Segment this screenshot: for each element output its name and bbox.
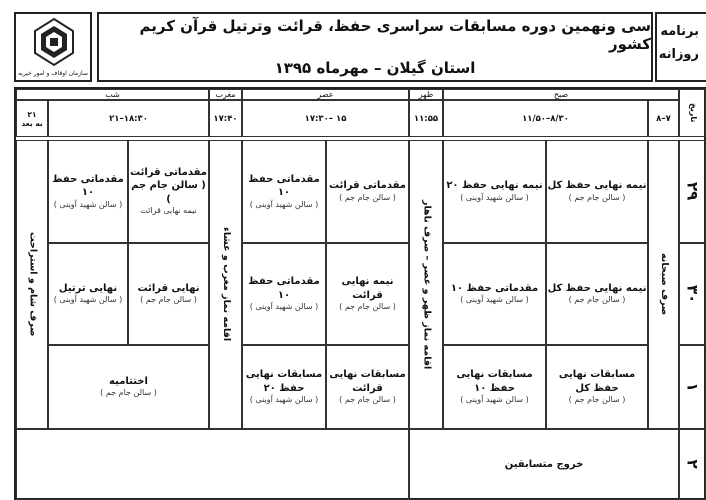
event-title: اختتامیه: [109, 375, 148, 387]
side-title-line-2: روزانه: [658, 47, 699, 62]
day-cell-2: [679, 243, 706, 345]
event-title: مقدماتی حفظ ۱۰: [248, 173, 320, 199]
slot-r2-night-b: [48, 243, 128, 345]
breakfast-label: صرف صبحانه: [658, 253, 670, 316]
day-cell-4: [679, 429, 706, 500]
time-late-night-hour: ۲۱: [27, 109, 37, 119]
title-box: [97, 12, 653, 82]
col-header-maghrib: مغرب: [209, 89, 242, 100]
day-label: ۳۰: [683, 284, 702, 304]
logo-caption: سازمان اوقاف و امور خیریه: [18, 70, 88, 77]
slot-r4-empty: [16, 429, 409, 500]
col-header-date: [679, 89, 706, 137]
col-header-morning: صبح: [443, 89, 679, 100]
event-venue: ( سالن جام جم ): [339, 302, 396, 312]
day-cell-3: [679, 345, 706, 429]
slot-r1-night-b: [48, 140, 128, 243]
event-venue: ( سالن جام جم ): [568, 192, 626, 202]
date-label: تاریخ: [688, 103, 698, 123]
time-noon: ۱۱:۵۵: [409, 100, 443, 137]
event-title: مسابقات نهایی قرائت: [329, 369, 406, 394]
breakfast-cell: [648, 140, 679, 429]
noon-prayer-cell: [409, 140, 443, 429]
slot-r1-afternoon-a: [326, 140, 409, 243]
event-title: مسابقات نهایی حفظ ۱۰: [456, 369, 533, 394]
slot-r1-morning-a: [546, 140, 648, 243]
col-header-night: شب: [16, 89, 209, 100]
time-maghrib: ۱۷:۴۰: [209, 100, 242, 137]
event-title: مقدماتی حفظ ۱۰: [450, 282, 539, 294]
slot-r2-afternoon-b: [242, 243, 326, 345]
dinner-label: صرف شام و استراحت: [27, 232, 39, 337]
day-label: ۲: [683, 459, 702, 470]
waqf-logo-icon: [17, 16, 91, 68]
title-line-1: سی ونهمین دوره مسابقات سراسری حفظ، قرائت وترتیل قرآن کریم کشور: [139, 17, 651, 53]
slot-r2-morning-a: [546, 243, 648, 345]
side-title-box: [655, 12, 706, 82]
event-title: نهایی قرائت: [137, 282, 200, 294]
event-venue: ( سالن جام جم ): [140, 295, 197, 305]
event-venue: ( سالن جام جم ): [339, 395, 396, 405]
event-title: مقدماتی قرائت: [130, 166, 208, 178]
maghrib-prayer-cell: [209, 140, 242, 429]
col-header-noon: ظهر: [409, 89, 443, 100]
event-title: مقدماتی حفظ ۱۰: [248, 276, 320, 301]
event-venue: ( سالن جام جم ): [568, 295, 626, 305]
time-breakfast: ۷–۸: [648, 100, 679, 137]
event-title: مقدماتی حفظ ۱۰: [52, 173, 124, 199]
event-venue: ( سالن شهید آوینی ): [460, 192, 529, 202]
col-header-afternoon: عصر: [242, 89, 409, 100]
slot-r3-morning-b: [443, 345, 546, 429]
event-venue: ( سالن شهید آوینی ): [53, 295, 123, 305]
slot-r2-afternoon-a: [326, 243, 409, 345]
slot-r1-morning-b: [443, 140, 546, 243]
event-venue: ( سالن شهید آوینی ): [249, 395, 319, 405]
slot-r3-night: [48, 345, 209, 429]
event-title: مسابقات نهایی حفظ کل: [558, 369, 636, 394]
event-venue: ( سالن شهید آوینی ): [460, 395, 529, 405]
slot-r1-night-a: [128, 140, 209, 243]
slot-r4-exit: [409, 429, 679, 500]
event-venue: ( سالن جام جم ): [100, 388, 157, 398]
slot-r3-afternoon-b: [242, 345, 326, 429]
event-venue: ( سالن شهید آوینی ): [53, 199, 123, 209]
title-line-2: استان گیلان – مهرماه ۱۳۹۵: [274, 59, 476, 77]
event-venue: ( سالن جام جم ): [568, 395, 626, 405]
event-venue: ( سالن جام جم ): [131, 180, 206, 205]
time-morning: ۸/۳۰–۱۱/۵۰: [443, 100, 648, 137]
time-late-night-label: به بعد: [21, 118, 43, 128]
exit-label: خروج متسابقین: [504, 458, 584, 470]
maghrib-prayer-label: اقامه نماز مغرب و عشاء: [220, 227, 232, 342]
slot-r1-afternoon-b: [242, 140, 326, 243]
event-title: نیمه نهایی حفظ کل: [547, 282, 647, 294]
slot-r3-morning-a: [546, 345, 648, 429]
slot-r3-afternoon-a: [326, 345, 409, 429]
noon-prayer-label: اقامه نماز ظهر و عصر – صرف ناهار: [421, 199, 433, 370]
slot-r2-morning-b: [443, 243, 546, 345]
event-venue: ( سالن شهید آوینی ): [460, 295, 529, 305]
side-title-line-1: برنامه: [660, 24, 699, 39]
dinner-cell: [16, 140, 48, 429]
event-title: مسابقات نهایی حفظ ۲۰: [245, 369, 323, 394]
event-title: نیمه نهایی حفظ کل: [547, 180, 647, 192]
event-note: نیمه نهایی قرائت: [140, 206, 197, 216]
logo-box: [14, 12, 92, 82]
event-venue: ( سالن شهید آوینی ): [249, 199, 319, 209]
event-venue: ( سالن شهید آوینی ): [249, 302, 319, 312]
day-label: ۲۹: [683, 182, 702, 201]
event-venue: ( سالن جام جم ): [339, 192, 396, 202]
event-title: نیمه نهایی قرائت: [341, 276, 394, 301]
time-late-night: [16, 100, 48, 137]
time-night: ۱۸:۳۰–۲۱: [48, 100, 209, 137]
event-title: نیمه نهایی حفظ ۲۰: [446, 180, 543, 192]
event-title: نهایی ترتیل: [58, 282, 118, 294]
time-afternoon: ۱۵ –۱۷:۳۰: [242, 100, 409, 137]
slot-r2-night-a: [128, 243, 209, 345]
day-label: ۱: [683, 382, 702, 392]
day-cell-1: [679, 140, 706, 243]
event-title: مقدماتی قرائت: [329, 180, 407, 192]
